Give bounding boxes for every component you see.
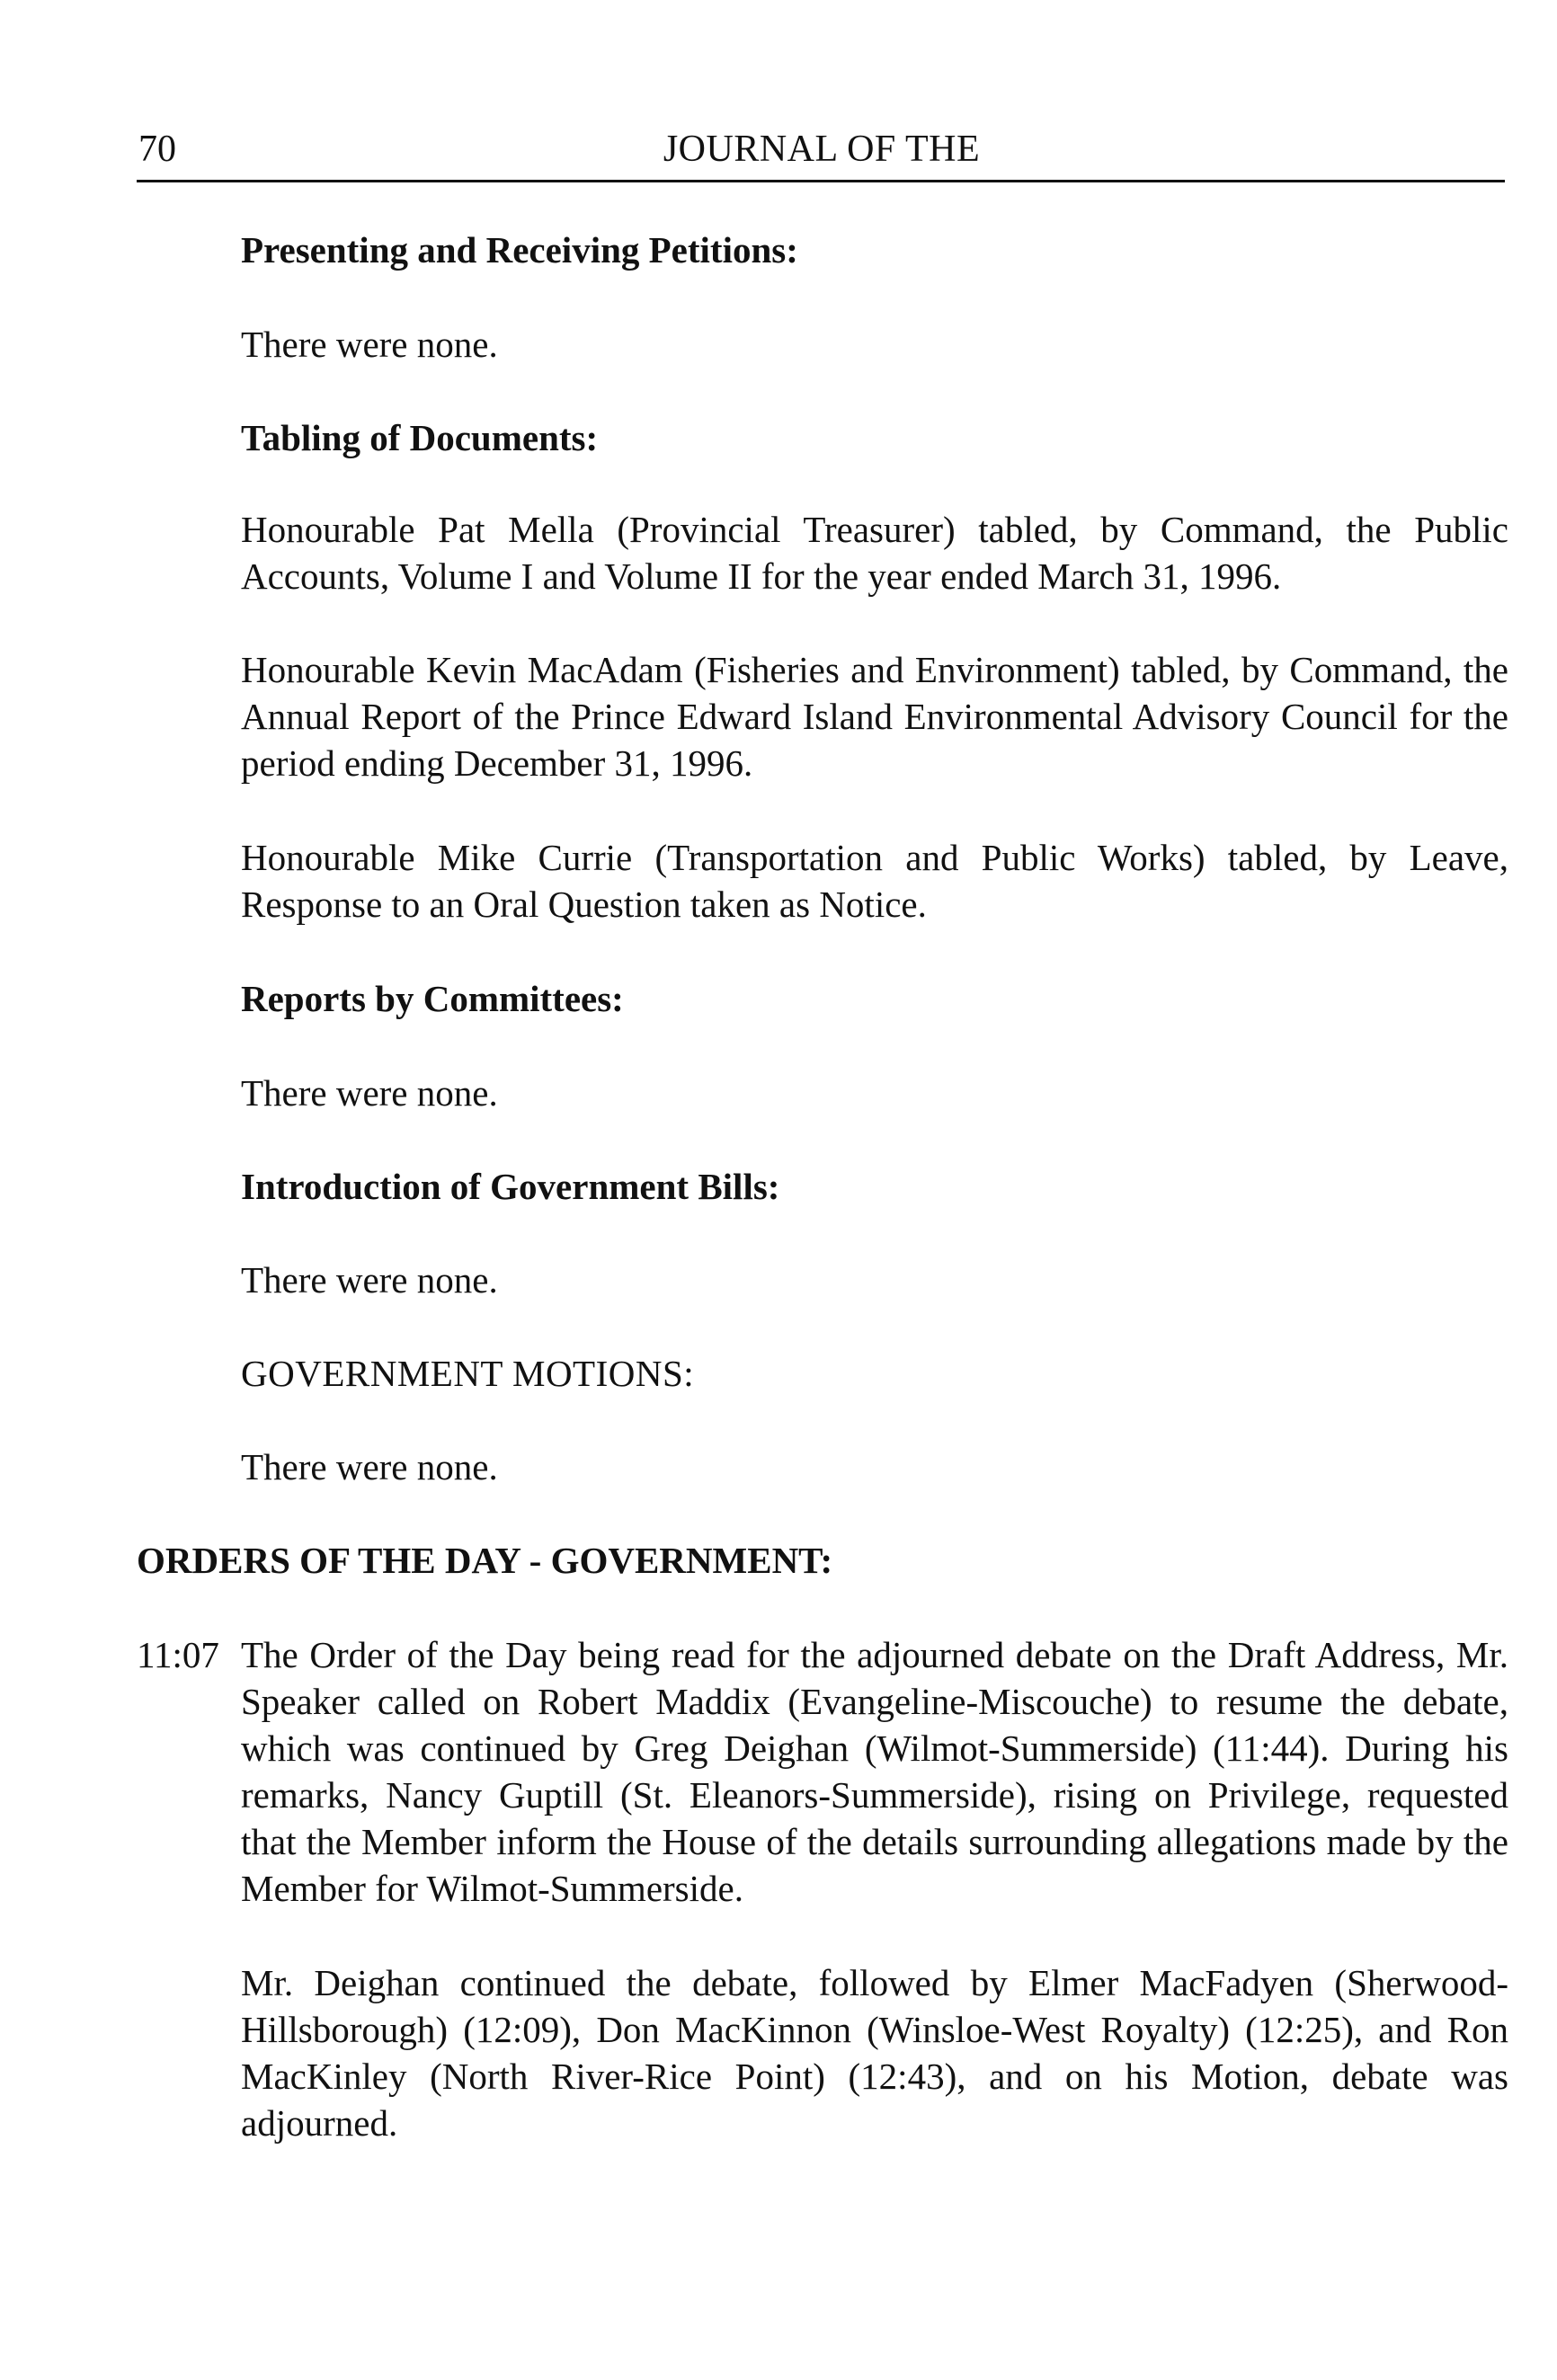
heading-committees: Reports by Committees: <box>241 978 624 1019</box>
tabling-paragraph: Honourable Pat Mella (Provincial Treasurer) tabled, by Command, the Public Accounts, Volume I and Volume II for the year ended March 31, 1996. <box>241 509 1508 597</box>
running-title: JOURNAL OF THE <box>663 129 981 170</box>
tabling-paragraph: Honourable Mike Currie (Transportation and Public Works) tabled, by Leave, Response to an Oral Question taken as Notice. <box>241 837 1508 925</box>
orders-timestamp: 11:07 <box>137 1634 219 1675</box>
heading-government-motions: GOVERNMENT MOTIONS: <box>241 1353 695 1394</box>
heading-petitions: Presenting and Receiving Petitions: <box>241 229 798 271</box>
heading-government-bills: Introduction of Government Bills: <box>241 1166 780 1207</box>
tabling-paragraph: Honourable Kevin MacAdam (Fisheries and Environment) tabled, by Command, the Annual Report of the Prince Edward Island Environmental Advisory Council for the period ending December 31, 1996. <box>241 649 1508 784</box>
orders-paragraph: The Order of the Day being read for the adjourned debate on the Draft Address, Mr. Speaker called on Robert Maddix (Evangeline-Miscouche) to resume the debate, which was continued by Greg Deighan (Wilmot-Summerside) (11:44). During his remarks, Nancy Guptill (St. Eleanors-Summerside), rising on Privilege, requested that the Member inform the House of the details surrounding allegations made by the Member for Wilmot-Summerside. <box>241 1634 1508 1909</box>
page-header <box>138 122 1505 176</box>
page-number: 70 <box>138 129 176 170</box>
committees-text: There were none. <box>241 1072 498 1114</box>
heading-orders-of-the-day: ORDERS OF THE DAY - GOVERNMENT: <box>137 1540 833 1581</box>
government-bills-text: There were none. <box>241 1259 498 1301</box>
header-rule <box>137 180 1505 182</box>
heading-tabling: Tabling of Documents: <box>241 417 599 458</box>
orders-paragraph: Mr. Deighan continued the debate, followed by Elmer MacFadyen (Sherwood-Hillsborough) (12:09), Don MacKinnon (Winsloe-West Royalty) (12:25), and Ron MacKinley (North River-Rice Point) (12:43), and on his Motion, debate was adjourned. <box>241 1962 1508 2144</box>
government-motions-text: There were none. <box>241 1446 498 1488</box>
petitions-text: There were none. <box>241 324 498 365</box>
